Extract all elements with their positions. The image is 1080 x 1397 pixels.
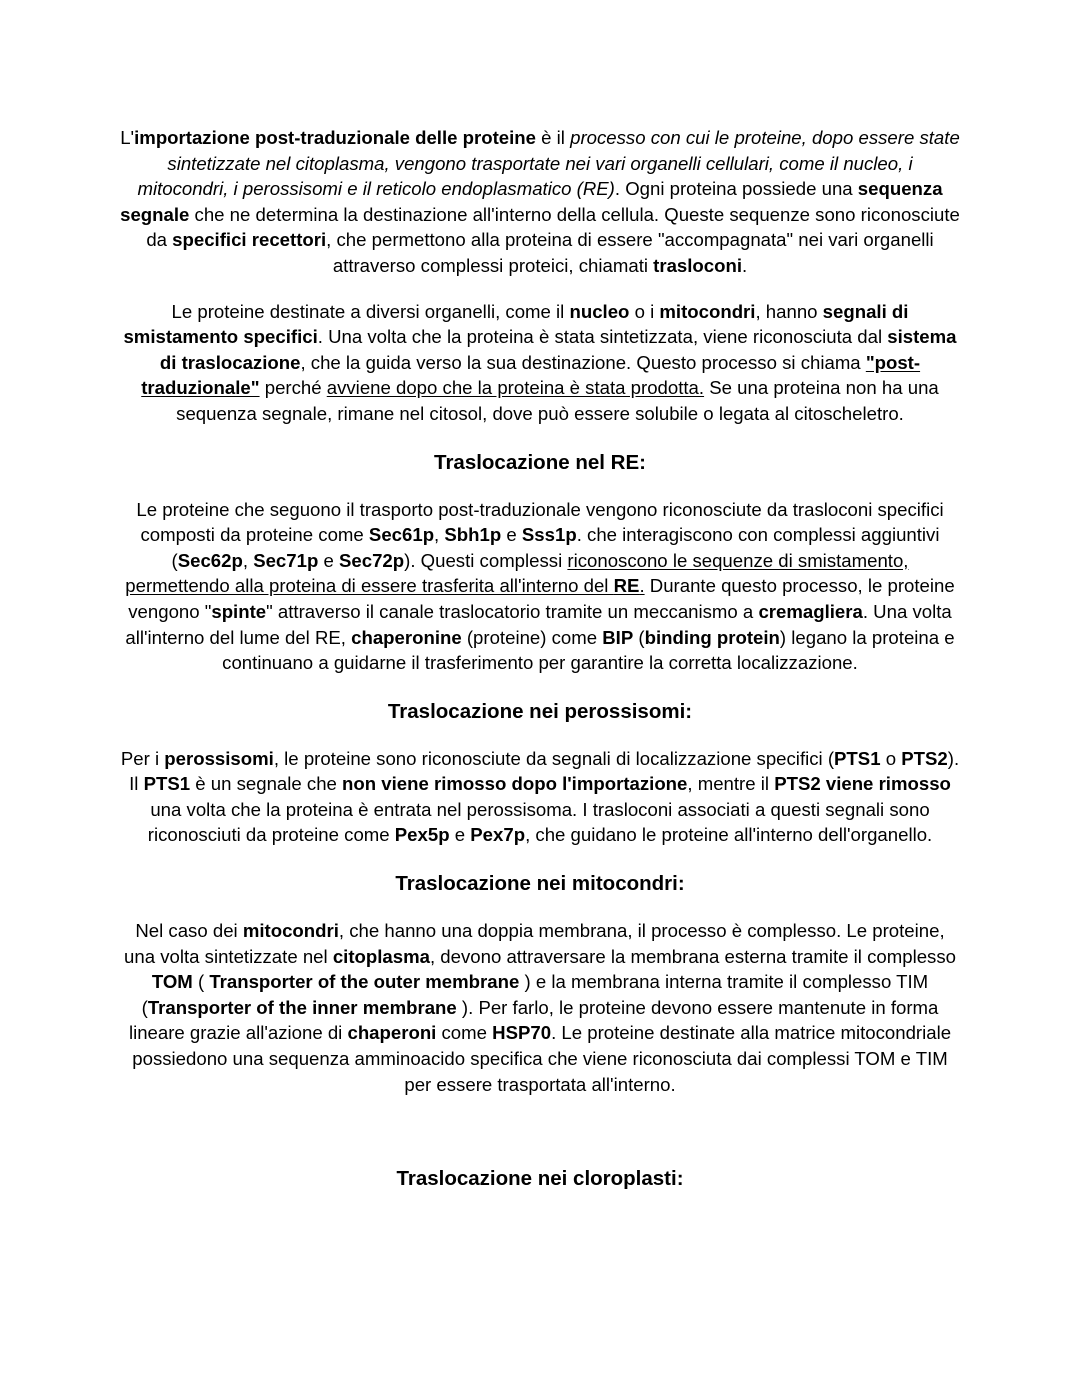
text-run: Nel caso dei bbox=[135, 920, 243, 942]
text-run: riconoscono le sequenze di smistamento, permettendo alla proteina di essere trasferita all'interno del bbox=[125, 549, 909, 597]
bold-term: binding protein bbox=[644, 626, 780, 648]
text-run: , devono attraversare la membrana esterna tramite il complesso bbox=[429, 945, 956, 967]
text-run: e bbox=[501, 524, 522, 546]
text-run: . bbox=[742, 254, 748, 276]
bold-term: Sec71p bbox=[253, 549, 319, 571]
heading-chloroplast-translocation: Traslocazione nei cloroplasti: bbox=[396, 1167, 684, 1191]
text-run: , mentre il bbox=[687, 773, 775, 795]
text-run: . Una volta che la proteina è stata sintetizzata, viene riconosciuta dal bbox=[317, 326, 888, 348]
bold-term: Transporter of the inner membrane bbox=[147, 996, 457, 1018]
intro-paragraph bbox=[120, 125, 960, 279]
bold-term: Pex7p bbox=[470, 824, 526, 846]
bold-term: perossisomi bbox=[164, 747, 274, 769]
sorting-signals-paragraph bbox=[120, 299, 960, 427]
text-run: L' bbox=[120, 127, 135, 148]
text-run: , che la guida verso la sua destinazione. Questo processo si chiama bbox=[300, 351, 866, 373]
bold-term: Sec62p bbox=[177, 549, 243, 571]
text-run: ( bbox=[192, 971, 210, 993]
text-run: ) legano la proteina e continuano a guidarne il trasferimento per garantire la corretta localizzazione. bbox=[222, 626, 955, 674]
bold-term: PTS2 bbox=[901, 747, 948, 769]
text-run: . Le proteine destinate alla matrice mitocondriale possiedono una sequenza amminoacido specifica che viene riconosciuta dai complessi TOM e TIM per essere trasportata all'interno. bbox=[132, 1022, 952, 1095]
text-run: o bbox=[880, 747, 902, 769]
underlined-text: avviene dopo che la proteina è stata prodotta. bbox=[326, 377, 705, 399]
bold-term: cremagliera bbox=[758, 600, 863, 622]
text-run: ( bbox=[633, 626, 645, 648]
bold-term: Sss1p bbox=[521, 524, 577, 546]
text-run: Se una proteina non ha una sequenza segnale, rimane nel citosol, dove può essere solubile o legata al citoscheletro. bbox=[176, 377, 939, 424]
bold-term: Sbh1p bbox=[444, 524, 502, 546]
bold-term: PTS1 bbox=[143, 773, 191, 795]
bold-term: citoplasma bbox=[332, 945, 430, 967]
bold-term: chaperoni bbox=[347, 1022, 437, 1044]
text-run: (proteine) come bbox=[461, 626, 603, 648]
bold-term: Sec61p bbox=[368, 524, 435, 546]
bold-underlined-term: "post-traduzionale" bbox=[141, 351, 921, 399]
text-run: , bbox=[242, 549, 254, 571]
text-run: , hanno bbox=[755, 300, 823, 322]
text-run: . Una volta all'interno del lume del RE, bbox=[125, 600, 952, 648]
text-run: è il bbox=[536, 127, 571, 148]
heading-peroxisome-translocation: Traslocazione nei perossisomi: bbox=[387, 699, 693, 723]
text-run: o i bbox=[629, 300, 660, 322]
text-run: Le proteine che seguono il trasporto post-traduzionale vengono riconosciute da trasloconi specifici composti da proteine come bbox=[136, 498, 944, 546]
bold-term: HSP70 bbox=[492, 1022, 552, 1044]
text-run: , che guidano le proteine all'interno dell'organello. bbox=[525, 824, 933, 846]
bold-term: TOM bbox=[151, 971, 193, 993]
text-run: ). Il bbox=[129, 747, 960, 795]
text-run: , che permettono alla proteina di essere "accompagnata" nei vari organelli attraverso complessi proteici, chiamati bbox=[326, 229, 934, 276]
text-run: . Ogni proteina possiede una bbox=[614, 178, 858, 200]
bold-term: Pex5p bbox=[394, 824, 450, 846]
bold-term: BIP bbox=[602, 626, 634, 648]
bold-term: chaperonine bbox=[351, 626, 462, 648]
text-run: Le proteine destinate a diversi organelli, come il bbox=[171, 300, 570, 322]
bold-term: nucleo bbox=[569, 300, 630, 322]
text-run: perché bbox=[259, 377, 327, 399]
bold-term: Sec72p bbox=[339, 549, 405, 571]
bold-term: Transporter of the outer membrane bbox=[209, 971, 520, 993]
bold-term: PTS1 bbox=[834, 747, 881, 769]
text-run: come bbox=[436, 1022, 493, 1044]
heading-mitochondria-translocation: Traslocazione nei mitocondri: bbox=[395, 872, 685, 896]
bold-term: non viene rimosso dopo l'importazione bbox=[342, 773, 688, 795]
text-run: ). Per farlo, le proteine devono essere mantenute in forma lineare grazie all'azione di bbox=[128, 996, 939, 1044]
text-run: che ne determina la destinazione all'interno della cellula. Queste sequenze sono riconosciute da bbox=[146, 203, 960, 251]
bold-term: importazione post-traduzionale delle proteine bbox=[134, 127, 536, 148]
text-run: Durante questo processo, le proteine vengono " bbox=[128, 575, 955, 622]
heading-er-translocation: Traslocazione nel RE: bbox=[434, 450, 646, 474]
document-page bbox=[120, 125, 960, 1193]
bold-term: sistema di traslocazione bbox=[159, 326, 957, 373]
text-run: e bbox=[318, 549, 339, 571]
mitochondria-translocation-paragraph bbox=[120, 918, 960, 1097]
bold-term: mitocondri bbox=[659, 300, 756, 322]
text-run: e bbox=[449, 824, 471, 846]
bold-term: trasloconi bbox=[653, 254, 743, 276]
text-run: ). Questi complessi bbox=[404, 549, 568, 571]
text-run: " attraverso il canale traslocatorio tramite un meccanismo a bbox=[266, 600, 759, 622]
italic-definition: processo con cui le proteine, dopo essere state sintetizzate nel citoplasma, vengono trasportate nei vari organelli cellulari, come il nucleo, i mitocondri, i perossisomi e il reticolo endoplasmatico (RE) bbox=[137, 127, 960, 200]
text-run: ) e la membrana interna tramite il complesso TIM ( bbox=[141, 971, 929, 1018]
text-run: una volta che la proteina è entrata nel perossisoma. I trasloconi associati a questi segnali sono riconosciuti da proteine come bbox=[147, 798, 930, 846]
text-run: Per i bbox=[120, 747, 165, 769]
text-run: , bbox=[434, 524, 445, 546]
bold-term: specifici recettori bbox=[172, 229, 327, 251]
text-run: , le proteine sono riconosciute da segnali di localizzazione specifici ( bbox=[273, 747, 835, 769]
text-run: , che hanno una doppia membrana, il processo è complesso. Le proteine, una volta sintetizzate nel bbox=[124, 920, 945, 967]
bold-term: mitocondri bbox=[242, 920, 339, 942]
bold-term: RE bbox=[613, 575, 640, 597]
er-translocation-paragraph bbox=[120, 497, 960, 676]
text-run: . che interagiscono con complessi aggiuntivi ( bbox=[171, 524, 940, 571]
bold-term: segnali di smistamento specifici bbox=[123, 300, 909, 348]
text-run: è un segnale che bbox=[190, 773, 343, 795]
bold-term: spinte bbox=[211, 600, 267, 622]
bold-term: sequenza segnale bbox=[120, 178, 943, 225]
peroxisome-translocation-paragraph bbox=[120, 746, 960, 848]
text-run: . bbox=[639, 575, 645, 597]
bold-term: PTS2 viene rimosso bbox=[774, 773, 951, 795]
